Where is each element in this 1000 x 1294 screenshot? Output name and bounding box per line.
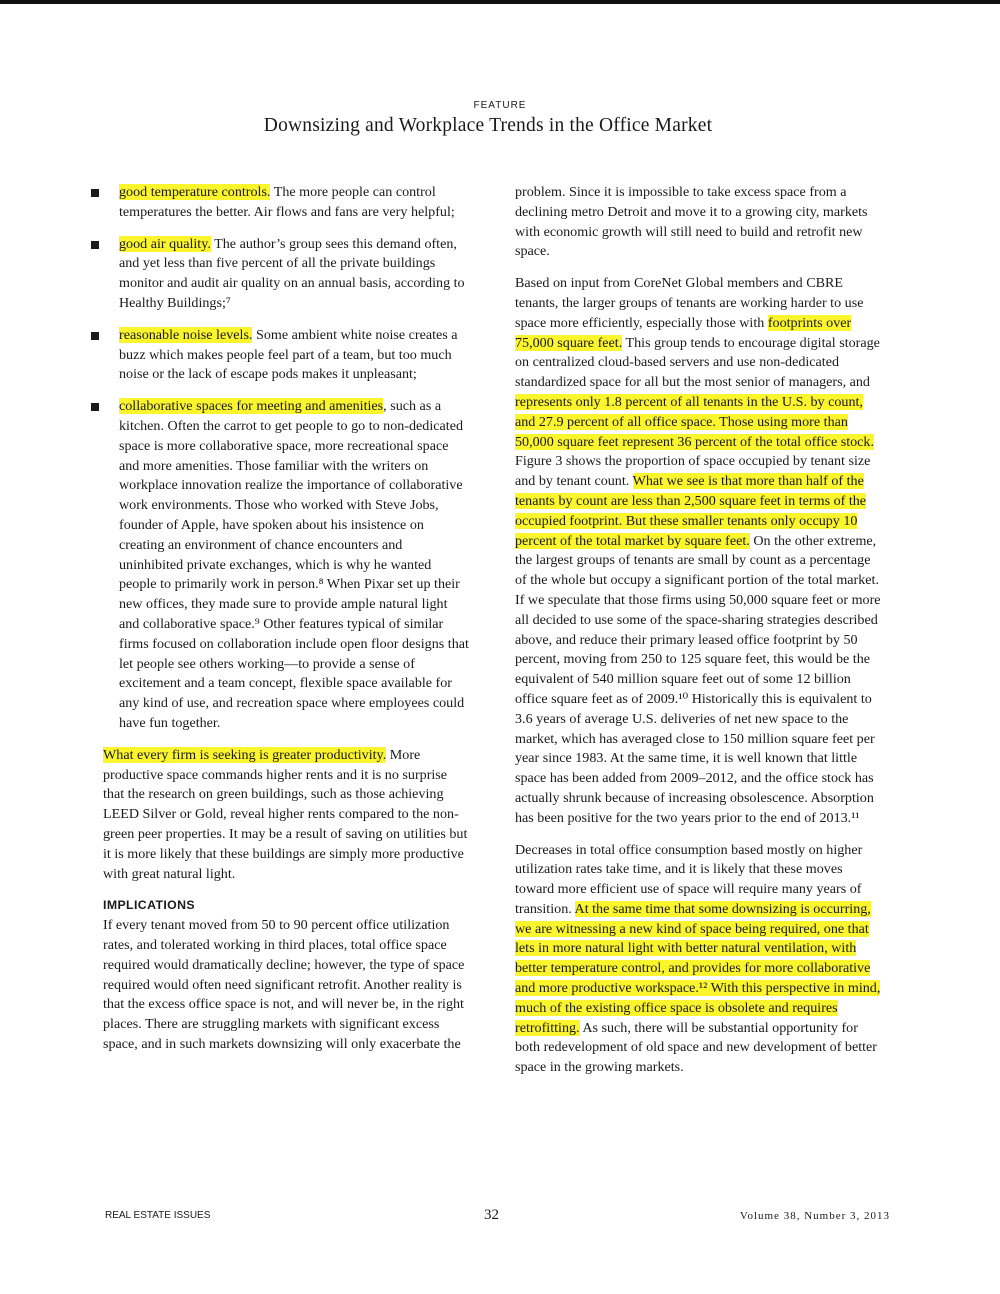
paragraph-text: Based on input from CoreNet Global members and CBRE tenants, the larger groups of tenants are working harder to use space more efficiently, especially those with — [515, 275, 864, 331]
highlighted-text: reasonable noise levels. — [119, 326, 253, 343]
paragraph-text: Decreases in total office consumption based mostly on higher utilization rates take time, and it is likely that these moves toward more efficient use of space will require many years of transition. — [515, 841, 863, 917]
right-column — [515, 183, 881, 1090]
bullet-item — [103, 397, 469, 734]
square-bullet-icon — [91, 241, 99, 249]
highlighted-text: represents only 1.8 percent of all tenants in the U.S. by count, and 27.9 percent of all office space. Those using more than 50,000 square feet represent 36 percent of the total office stock. — [515, 393, 874, 450]
bullet-text: The more people can control temperatures the better. Air flows and fans are very helpful; — [119, 184, 455, 220]
left-column — [103, 183, 469, 1067]
highlighted-text: collaborative spaces for meeting and amenities — [119, 398, 384, 415]
highlighted-text: footprints over 75,000 square feet. — [515, 314, 852, 351]
paragraph-text: More productive space commands higher rents and it is no surprise that the research on green buildings, such as those achieving LEED Silver or Gold, reveal higher rents compared to the non-green peer properties. It may be a result of saving on utilities but it is more likely that these buildings are simply more productive with great natural light. — [103, 746, 468, 882]
bullet-item — [103, 183, 469, 223]
scan-edge — [0, 0, 1000, 4]
highlighted-text: What every firm is seeking is greater productivity. — [103, 746, 387, 763]
paragraph-text: On the other extreme, the largest groups of tenants are small by count as a percentage of the whole but occupy a significant portion of the total market. If we speculate that those firms using 50,000 square feet or more all decided to use some of the space-sharing strategies described above, and reduce their primary leased office footprint by 50 percent, moving from 250 to 125 square feet, this would be the equivalent of 540 million square feet out of some 12 billion office square feet as of 2009.¹⁰ Historically this is equivalent to 3.6 years of average U.S. deliveries of net new space to the market, which has averaged close to 150 million square feet per year since 1983. At the same time, it is well known that little space has been added from 2009–2012, and the office stock has actually shrunk because of increasing obsolescence. Absorption has been positive for the two years prior to the end of 2013.¹¹ — [515, 532, 881, 826]
implications-heading: IMPLICATIONS — [103, 898, 196, 913]
paragraph: problem. Since it is impossible to take excess space from a declining metro Detroit and move it to a growing city, markets with economic growth will still need to build and retrofit new space. — [515, 184, 868, 260]
footer-volume: Volume 38, Number 3, 2013 — [739, 1210, 890, 1222]
page-title: Downsizing and Workplace Trends in the Office Market — [263, 115, 713, 136]
bullet-text: The author’s group sees this demand often, and yet less than five percent of all the private buildings monitor and audit air quality on an annual basis, according to Healthy Buildings;⁷ — [119, 235, 465, 311]
highlighted-text: What we see is that more than half of the tenants by count are less than 2,500 square feet in terms of the occupied footprint. But these smaller tenants only occupy 10 percent of the total market by square feet. — [515, 473, 867, 549]
section-label: FEATURE — [473, 100, 527, 111]
page-number: 32 — [484, 1207, 499, 1223]
highlighted-text: good air quality. — [119, 235, 211, 252]
square-bullet-icon — [91, 403, 99, 411]
bullet-item — [103, 235, 469, 314]
paragraph-text: Figure 3 shows the proportion of space occupied by tenant size and by tenant count. — [515, 453, 871, 490]
bullet-text: , such as a kitchen. Often the carrot to get people to go to non-dedicated space is more collaborative space, more recreational space and more amenities. Those familiar with the writers on workplace innovation realize the importance of collaborative work environments. Those who worked with Steve Jobs, founder of Apple, have spoken about his insistence on creating an environment of chance encounters and uninhibited private exchanges, which is why he wanted people to primarily work in person.⁸ When Pixar set up their new offices, they made sure to provide ample natural light and collaborative space.⁹ Other features typical of similar firms focused on collaboration include open floor designs that let people see others working—to provide a sense of excitement and a team concept, flexible space available for any kind of use, and recreation space where employees could have fun together. — [119, 398, 469, 731]
paragraph-text: This group tends to encourage digital storage on centralized cloud-based servers and use non-dedicated standardized space for all but the most senior of managers, and — [515, 334, 880, 391]
implications-paragraph: If every tenant moved from 50 to 90 percent office utilization rates, and tolerated working in third places, total office space required would dramatically decline; however, the type of space required would often need significant retrofit. Another reality is that the excess office space is not, and will never be, in the right places. There are struggling markets with significant excess space, and in such markets downsizing will only exacerbate the — [103, 917, 465, 1053]
bullet-item — [103, 326, 469, 385]
bullet-text: Some ambient white noise creates a buzz which makes people feel part of a team, but too much noise or the lack of escape pods makes it unpleasant; — [119, 326, 458, 383]
productivity-paragraph — [103, 746, 469, 885]
highlighted-text: At the same time that some downsizing is occurring, we are witnessing a new kind of space being required, one that lets in more natural light with better natural ventilation, with better temperature control, and provides for more collaborative and more productive workspace.¹² With this perspective in mind, much of the existing office space is obsolete and requires retrofitting. — [515, 900, 881, 1036]
square-bullet-icon — [91, 189, 99, 197]
paragraph — [515, 841, 881, 1079]
highlighted-text: good temperature controls. — [119, 184, 271, 200]
square-bullet-icon — [91, 332, 99, 340]
paragraph — [515, 274, 881, 828]
footer-journal: REAL ESTATE ISSUES — [105, 1210, 211, 1221]
paragraph-text: As such, there will be substantial opportunity for both redevelopment of old space and new development of better space in the growing markets. — [515, 1019, 878, 1076]
